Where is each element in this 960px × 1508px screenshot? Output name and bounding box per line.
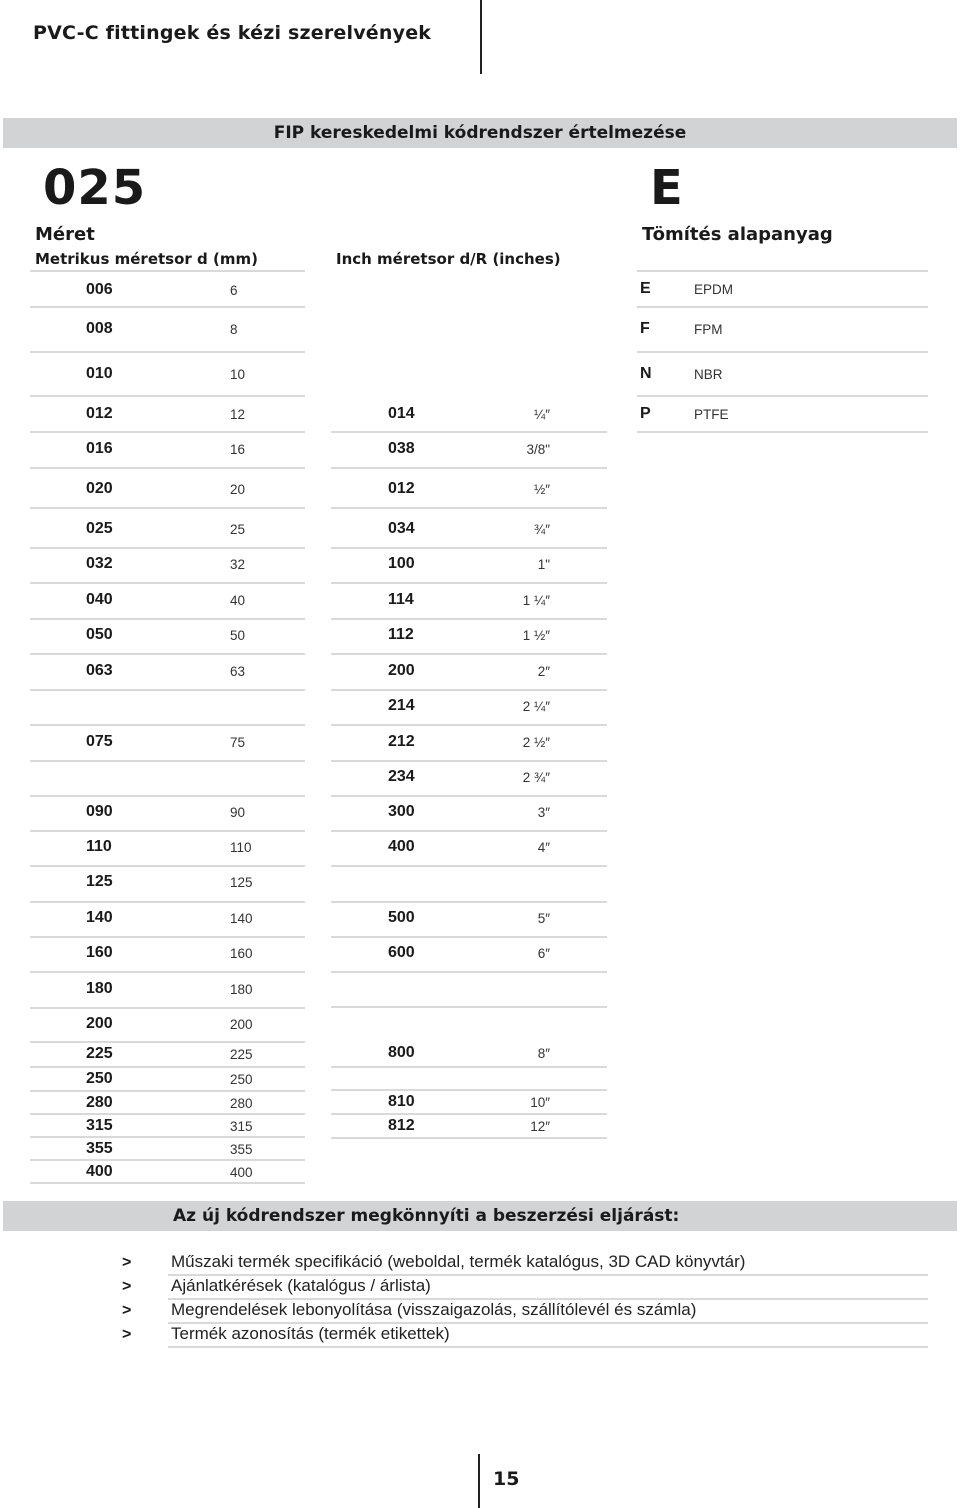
metric-row-code: 180: [86, 980, 113, 997]
metric-row-rule: [30, 795, 305, 797]
inch-row-code: 038: [388, 440, 415, 457]
inch-row-rule: [331, 689, 607, 691]
seal-header-rule: [637, 270, 928, 272]
metric-row-code: 008: [86, 320, 113, 337]
inch-row-rule: [331, 901, 607, 903]
inch-row-rule: [331, 582, 607, 584]
metric-row-code: 125: [86, 873, 113, 890]
metric-row-value: 400: [230, 1165, 253, 1180]
metric-row-code: 315: [86, 1117, 113, 1134]
benefit-item: Műszaki termék specifikáció (weboldal, termék katalógus, 3D CAD könyvtár): [171, 1252, 746, 1271]
metric-row-value: 32: [230, 557, 246, 572]
inch-row-rule: [331, 507, 607, 509]
seal-row-code: F: [640, 320, 650, 337]
bullet-arrow-icon: >: [122, 1278, 132, 1295]
seal-row-value: NBR: [694, 367, 723, 382]
inch-row-rule: [331, 1113, 607, 1115]
inch-row-rule: [331, 467, 607, 469]
metric-row-rule: [30, 395, 305, 397]
metric-row-rule: [30, 724, 305, 726]
metric-row-value: 280: [230, 1096, 253, 1111]
metric-row-code: 006: [86, 281, 113, 298]
inch-row-rule: [331, 830, 607, 832]
metric-row-rule: [30, 1136, 305, 1138]
inch-row-code: 012: [388, 480, 415, 497]
metric-row-value: 125: [230, 875, 253, 890]
inch-row-rule: [331, 865, 607, 867]
inch-row-code: 812: [388, 1117, 415, 1134]
metric-row-value: 50: [230, 628, 246, 643]
benefit-item: Ajánlatkérések (katalógus / árlista): [171, 1276, 431, 1295]
metric-row-rule: [30, 1066, 305, 1068]
document-header-title: PVC-C fittingek és kézi szerelvények: [33, 22, 432, 44]
seal-row-rule: [637, 306, 928, 308]
metric-row-value: 8: [230, 322, 238, 337]
metric-row-value: 315: [230, 1119, 253, 1134]
metric-row-value: 90: [230, 805, 246, 820]
inch-row-value: 2 ½″: [522, 735, 550, 750]
seal-row-code: E: [640, 280, 651, 297]
section-title: FIP kereskedelmi kódrendszer értelmezése: [273, 123, 687, 143]
metric-row-rule: [30, 431, 305, 433]
metric-row-rule: [30, 547, 305, 549]
inch-row-code: 500: [388, 909, 415, 926]
metric-row-rule: [30, 1041, 305, 1043]
inch-row-value: ¾″: [533, 522, 550, 537]
inch-row-code: 014: [388, 405, 415, 422]
inch-row-code: 214: [388, 697, 415, 714]
inch-row-value: 6″: [537, 946, 550, 961]
metric-row-value: 10: [230, 367, 246, 382]
inch-row-value: 8″: [537, 1046, 550, 1061]
inch-row-value: 10″: [530, 1095, 550, 1110]
seal-row-value: EPDM: [694, 282, 734, 297]
footer-divider: [478, 1454, 480, 1508]
metric-row-code: 025: [86, 520, 113, 537]
metric-row-rule: [30, 936, 305, 938]
inch-row-value: 2 ¾″: [522, 770, 550, 785]
metric-row-rule: [30, 971, 305, 973]
metric-row-rule: [30, 1090, 305, 1092]
metric-row-rule: [30, 901, 305, 903]
inch-row-rule: [331, 653, 607, 655]
metric-row-value: 63: [230, 664, 246, 679]
metric-row-value: 355: [230, 1142, 253, 1157]
metric-row-value: 110: [230, 840, 252, 855]
metric-row-rule: [30, 689, 305, 691]
metric-row-code: 063: [86, 662, 113, 679]
inch-row-rule: [331, 1089, 607, 1091]
metric-row-value: 20: [230, 482, 246, 497]
metric-row-value: 75: [230, 735, 246, 750]
inch-row-code: 114: [388, 591, 414, 608]
inch-row-value: 1 ½″: [522, 628, 550, 643]
metric-row-code: 355: [86, 1140, 113, 1157]
seal-row-value: FPM: [694, 322, 723, 337]
inch-series-title: Inch méretsor d/R (inches): [336, 250, 561, 268]
inch-row-code: 212: [388, 733, 415, 750]
seal-row-code: N: [640, 365, 652, 382]
seal-row-rule: [637, 431, 928, 433]
inch-row-value: 12″: [530, 1119, 550, 1134]
seal-row-code: P: [640, 405, 651, 422]
metric-row-code: 250: [86, 1070, 113, 1087]
metric-row-rule: [30, 306, 305, 308]
size-label: Méret: [35, 224, 95, 245]
metric-row-code: 225: [86, 1045, 113, 1062]
inch-row-value: 4″: [537, 840, 550, 855]
inch-row-code: 400: [388, 838, 415, 855]
inch-row-value: 1": [537, 557, 550, 572]
inch-row-rule: [331, 936, 607, 938]
metric-row-code: 160: [86, 944, 113, 961]
metric-row-code: 020: [86, 480, 113, 497]
inch-row-rule: [331, 1137, 607, 1139]
header-divider: [480, 0, 482, 74]
inch-row-code: 034: [388, 520, 415, 537]
seal-row-value: PTFE: [694, 407, 729, 422]
metric-row-value: 200: [230, 1017, 253, 1032]
metric-row-code: 110: [86, 838, 112, 855]
benefits-title: Az új kódrendszer megkönnyíti a beszerzési eljárást:: [173, 1206, 680, 1226]
metric-header-rule: [30, 270, 305, 272]
metric-row-rule: [30, 1182, 305, 1184]
inch-row-rule: [331, 795, 607, 797]
bullet-arrow-icon: >: [122, 1326, 132, 1343]
metric-row-value: 6: [230, 283, 238, 298]
bullet-arrow-icon: >: [122, 1254, 132, 1271]
inch-row-code: 810: [388, 1093, 415, 1110]
metric-row-rule: [30, 507, 305, 509]
inch-row-rule: [331, 1066, 607, 1068]
metric-row-value: 160: [230, 946, 253, 961]
metric-row-rule: [30, 467, 305, 469]
inch-row-value: 3″: [537, 805, 550, 820]
metric-row-value: 140: [230, 911, 253, 926]
benefit-item: Termék azonosítás (termék etikettek): [171, 1324, 450, 1343]
inch-row-code: 600: [388, 944, 415, 961]
metric-row-rule: [30, 582, 305, 584]
benefit-rule: [168, 1346, 928, 1348]
inch-row-rule: [331, 1006, 607, 1008]
seal-row-rule: [637, 351, 928, 353]
inch-row-rule: [331, 431, 607, 433]
metric-row-code: 400: [86, 1163, 113, 1180]
metric-row-rule: [30, 653, 305, 655]
metric-row-code: 280: [86, 1094, 113, 1111]
metric-row-code: 050: [86, 626, 113, 643]
inch-row-rule: [331, 724, 607, 726]
metric-row-code: 016: [86, 440, 113, 457]
inch-row-value: 1 ¼″: [522, 593, 550, 608]
metric-row-value: 25: [230, 522, 246, 537]
metric-series-title: Metrikus méretsor d (mm): [35, 250, 258, 268]
size-code-example: 025: [43, 160, 147, 216]
inch-row-rule: [331, 618, 607, 620]
metric-row-rule: [30, 1007, 305, 1009]
inch-row-value: 2″: [537, 664, 550, 679]
metric-row-rule: [30, 351, 305, 353]
metric-row-rule: [30, 1159, 305, 1161]
metric-row-value: 12: [230, 407, 246, 422]
metric-row-code: 200: [86, 1015, 113, 1032]
seal-code-example: E: [650, 160, 684, 216]
inch-row-code: 200: [388, 662, 415, 679]
metric-row-code: 075: [86, 733, 113, 750]
inch-row-code: 100: [388, 555, 415, 572]
page-number: 15: [493, 1468, 520, 1490]
inch-row-value: ½″: [533, 482, 550, 497]
metric-row-code: 040: [86, 591, 113, 608]
metric-row-rule: [30, 760, 305, 762]
metric-row-value: 16: [230, 442, 246, 457]
metric-row-code: 032: [86, 555, 113, 572]
inch-row-code: 300: [388, 803, 415, 820]
metric-row-rule: [30, 830, 305, 832]
inch-row-value: 2 ¼″: [522, 699, 550, 714]
metric-row-value: 180: [230, 982, 253, 997]
inch-row-code: 800: [388, 1044, 415, 1061]
metric-row-code: 140: [86, 909, 113, 926]
inch-row-code: 112: [388, 626, 414, 643]
metric-row-value: 225: [230, 1047, 253, 1062]
metric-row-value: 40: [230, 593, 246, 608]
metric-row-code: 012: [86, 405, 113, 422]
metric-row-value: 250: [230, 1072, 253, 1087]
metric-row-code: 090: [86, 803, 113, 820]
bullet-arrow-icon: >: [122, 1302, 132, 1319]
inch-row-value: 3/8": [526, 442, 550, 457]
benefit-item: Megrendelések lebonyolítása (visszaigazolás, szállítólevél és számla): [171, 1300, 697, 1319]
inch-row-rule: [331, 760, 607, 762]
inch-row-value: 5″: [537, 911, 550, 926]
metric-row-rule: [30, 618, 305, 620]
inch-row-rule: [331, 971, 607, 973]
seal-material-title: Tömítés alapanyag: [642, 224, 833, 245]
metric-row-rule: [30, 865, 305, 867]
metric-row-rule: [30, 1113, 305, 1115]
inch-row-rule: [331, 547, 607, 549]
metric-row-code: 010: [86, 365, 113, 382]
inch-row-code: 234: [388, 768, 415, 785]
inch-row-value: ¼″: [533, 407, 550, 422]
seal-row-rule: [637, 395, 928, 397]
